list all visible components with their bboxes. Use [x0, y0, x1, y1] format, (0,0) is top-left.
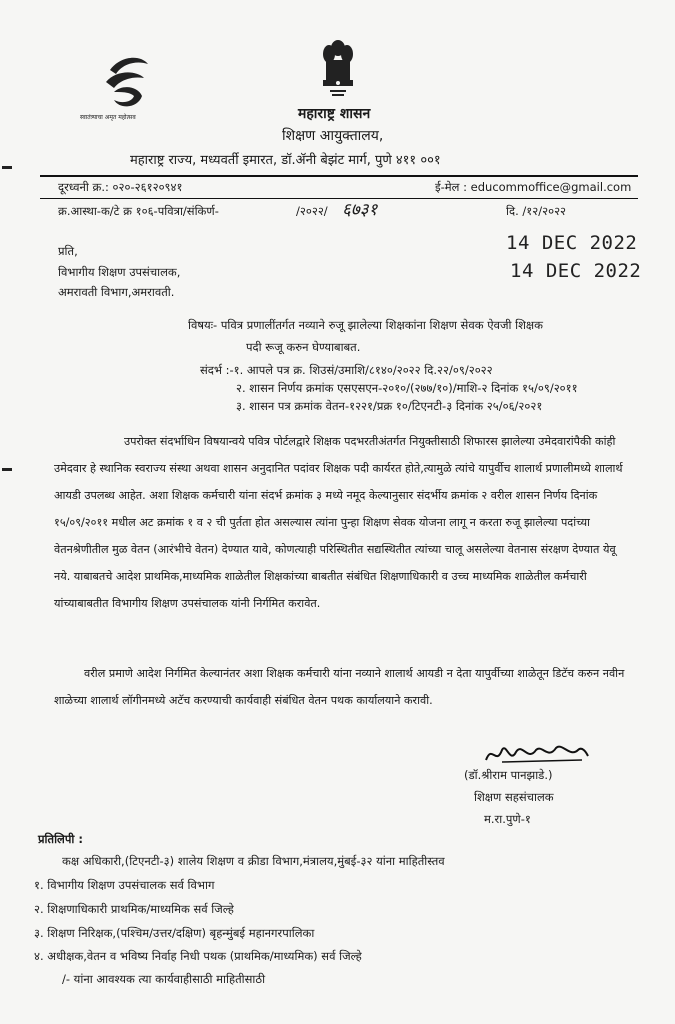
body-paragraph-1: उपरोक्त संदर्भाधिन विषयान्वये पवित्र पोर्टलद्वारे शिक्षक पदभरतीअंतर्गत नियुक्तीसाठी शिफारस झालेल्या उमेदवारांपैकी कांही उमेदवार हे स्थानिक स्वराज्य संस्था अथवा शासन अनुदानित पदांवर शिक्षक पदी कार्यरत होते,त्यामुळे त्यांचे यापुर्वीच शालार्थ प्रणालीमध्ये शालार्थ आयडी उपलब्ध आहेत. अशा शिक्षक कर्मचारी यांना संदर्भ क्रमांक ३ मध्ये नमूद केल्यानुसार संदर्भीय क्रमांक २ वरील शासन निर्णय दिनांक १५/०९/२०११ मधील अट क्रमांक १ व २ ची पुर्तता होत असल्यास त्यांना पुन्हा शिक्षण सेवक योजना लागू न करता रुजू झालेल्या पदांच्या वेतनश्रेणीतील मुळ वेतन (आरंभीचे वेतन) देण्यात यावे, कोणत्याही परिस्थितीत सद्यस्थितीत त्यांच्या चालू असलेल्या वेतनास संरक्षण देण्यात येवू नये. याबाबतचे आदेश प्राथमिक,माध्यमिक शाळेतील शिक्षकांच्या बाबतीत संबंधित शिक्षणाधिकारी व उच्च माध्यमिक शाळेतील कर्मचारी यांच्याबाबतीत विभागीय शिक्षण उपसंचालक यांनी निर्गमित करावेत.	[54, 435, 623, 610]
logo-motto: स्वातंत्र्याचा अमृत महोत्सव	[80, 114, 136, 121]
subject-line-1: विषयः- पवित्र प्रणालींतर्गत नव्याने रुजू झालेल्या शिक्षकांना शिक्षण सेवक ऐवजी शिक्षक	[188, 318, 544, 332]
reference-3: ३. शासन पत्र क्रमांक वेतन-१२२१/प्रक्र १०/टिएनटी-३ दिनांक २५/०६/२०२१	[236, 399, 543, 413]
letter-date: दि. /१२/२०२२	[506, 204, 567, 218]
signatory-name: (डॉ.श्रीराम पानझाडे.)	[464, 768, 553, 782]
government-title: महाराष्ट्र शासन	[298, 106, 371, 122]
received-stamp-2: 14 DEC 2022	[510, 260, 642, 282]
email-address: ई-मेल : educommoffice@gmail.com	[435, 180, 632, 194]
state-emblem	[318, 38, 358, 102]
copies-heading: प्रतिलिपी :	[38, 832, 83, 846]
copy-item-4: ४. अधीक्षक,वेतन व भविष्य निर्वाह निधी पथक (प्राथमिक/माध्यमिक) सर्व जिल्हे	[34, 949, 362, 963]
signatory-place: म.रा.पुणे-१	[484, 812, 531, 826]
recipient-prefix: प्रति,	[58, 244, 78, 258]
reference-number: क्र.आस्था-क/टे क्र १०६-पवित्रा/संकिर्ण-	[58, 204, 219, 218]
office-name: शिक्षण आयुक्तालय,	[282, 128, 384, 144]
header-divider	[40, 175, 638, 177]
body-paragraph-2: वरील प्रमाणे आदेश निर्गमित केल्यानंतर अशा शिक्षक कर्मचारी यांना नव्याने शालार्थ आयडी न देता यापुर्वीच्या शाळेतून डिटॅच करुन नवीन शाळेच्या शालार्थ लॉगीनमध्ये अटॅच करण्याची कार्यवाही संबंधित वेतन पथक कार्यालयाने करावी.	[54, 667, 625, 707]
copies-footer: /- यांना आवश्यक त्या कार्यवाहीसाठी माहितीसाठी	[62, 972, 266, 986]
recipient-line-1: विभागीय शिक्षण उपसंचालक,	[58, 265, 181, 279]
margin-mark	[2, 166, 12, 169]
recipient-line-2: अमरावती विभाग,अमरावती.	[58, 285, 175, 299]
margin-mark	[2, 468, 12, 471]
header-divider-2	[40, 198, 638, 199]
copy-item-1: १. विभागीय शिक्षण उपसंचालक सर्व विभाग	[34, 878, 215, 892]
handwritten-outward-number: ६७३१	[342, 200, 378, 220]
reference-year: /२०२२/	[296, 204, 328, 218]
reference-1: संदर्भ :-१. आपले पत्र क्र. शिउसं/उमाशि/८१४०/२०२२ दि.२२/०९/२०२२	[200, 363, 493, 377]
amrit-mahotsav-logo	[92, 48, 162, 118]
signatory-designation: शिक्षण सहसंचालक	[474, 790, 554, 804]
copies-intro: कक्ष अधिकारी,(टिएनटी-३) शालेय शिक्षण व क्रीडा विभाग,मंत्रालय,मुंबई-३२ यांना माहितीस्तव	[62, 854, 445, 868]
subject-line-2: पदी रूजू करुन घेण्याबाबत.	[246, 340, 361, 354]
received-stamp-1: 14 DEC 2022	[506, 232, 638, 254]
office-address: महाराष्ट्र राज्य, मध्यवर्ती इमारत, डॉ.ॲनी बेझंट मार्ग, पुणे ४११ ००१	[130, 153, 441, 168]
copy-item-3: ३. शिक्षण निरिक्षक,(पश्चिम/उत्तर/दक्षिण) बृहन्मुंबई महानगरपालिका	[34, 926, 315, 940]
reference-2: २. शासन निर्णय क्रमांक एसएसएन-२०१०/(२७७/१०)/माशि-२ दिनांक १५/०९/२०११	[236, 381, 578, 395]
phone-number: दूरध्वनी क्र.: ०२०-२६१२०९४१	[58, 180, 183, 194]
copy-item-2: २. शिक्षणाधिकारी प्राथमिक/माध्यमिक सर्व जिल्हे	[34, 902, 234, 916]
signature-scribble	[482, 740, 592, 770]
